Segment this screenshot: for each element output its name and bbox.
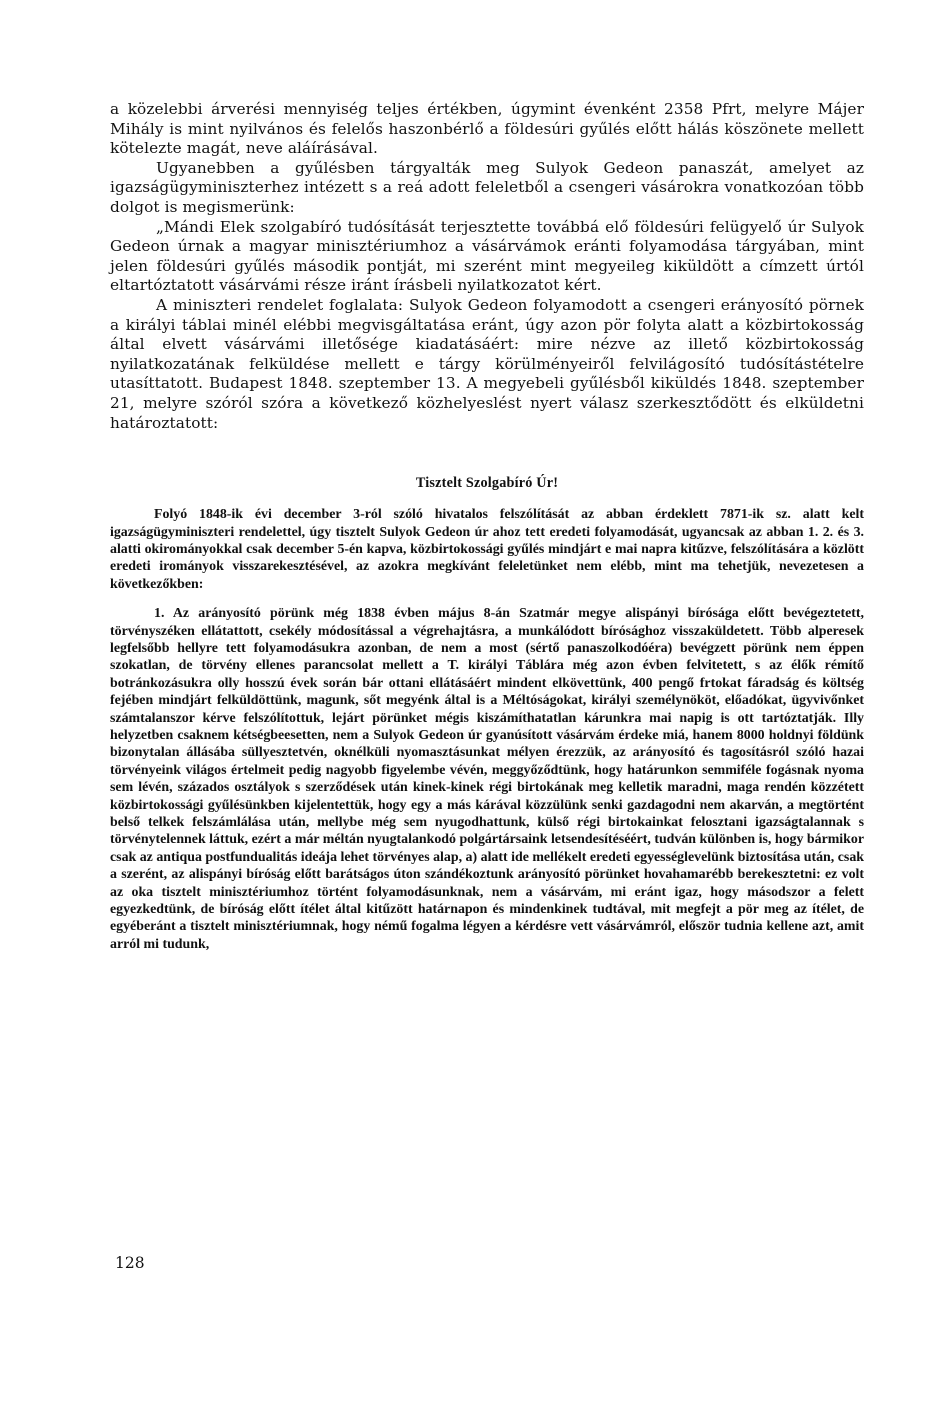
letter-paragraph-1: Folyó 1848-ik évi december 3-ról szóló hivatalos felszólítását az abban érdeklett 7871-ik sz. alatt kelt igazságügyminiszteri rendelettel, úgy tisztelt Sulyok Gedeon úr ahoz tett eredeti folyamodását, ugyancsak az abban 1. 2. és 3. alatti okirományokkal csak december 5-én kapva, közbirtokossági gyűlés mindjárt e mai napra kitűzve, felszólítására a közlött eredeti irományok visszarekesztésével, az azokra megkívánt feleletünket nem elébb, mint ma tehetjük, nevezetesen a következőkben: xyxy=(110,507,864,592)
paragraph-2: Ugyanebben a gyűlésben tárgyalták meg Sulyok Gedeon panaszát, amelyet az igazságügyminiszterhez intézett s a reá adott feleletből a csengeri vásárokra vonatkozóan több dolgot is megismerünk: xyxy=(110,158,864,216)
paragraph-3: „Mándi Elek szolgabíró tudósítását terjesztette továbbá elő földesúri felügyelő úr Sulyok Gedeon úrnak a magyar minisztériumhoz a vásárvámok eránti folyamodása tárgyában, mint jelen földesúri gyűlés második pontját, mi szerént mint megyeileg kiküldött a címzett úrtól eltartóztatott vásárvámi része iránt írásbeli nyilatkozatot kért. xyxy=(110,217,864,295)
paragraph-4: A miniszteri rendelet foglalata: Sulyok Gedeon folyamodott a csengeri erányosító pörnek a királyi táblai minél elébbi megvisgáltatása eránt, úgy azon pör folyta alatt a közbirtokosság által elvett vásárvámi illetősége kiadatásáért: mire nézve az illető közbirtokosság nyilatkozatának felküldése mellett e tárgy körülményeiről felvilágosító tudósítástételre utasíttatott. Budapest 1848. szeptember 13. A megyebeli gyűlésből kiküldés 1848. szeptember 21, melyre szóról szóra a következő közhelyeslést nyert válasz szerkesztődött és elküldetni határoztatott: xyxy=(110,295,864,432)
letter-salutation: Tisztelt Szolgabíró Úr! xyxy=(415,475,559,492)
page-content xyxy=(110,100,864,953)
paragraph-1: a közelebbi árverési mennyiség teljes értékben, úgymint évenként 2358 Pfrt, melyre Májer Mihály is mint nyilvános és felelős haszonbérlő a földesúri gyűlés előtt hálás köszönete mellett kötelezte magát, neve aláírásával. xyxy=(110,100,864,158)
letter-paragraph-2: 1. Az arányosító pörünk még 1838 évben május 8-án Szatmár megye alispányi bírósága előtt bevégeztetett, törvényszéken ellátattott, csekély módosítással a végrehajtásra, a munkálódott bírósághoz visszaküldetett. Több alperesek legfelsőbb hellyre tett folyamodásukra azonban, de nem a most (sértő panaszolkodóéra) bevégzett pörünk nem éppen szokatlan, de törvény ellenes parancsolat mellett a T. királyi Táblára még azon évben felvitetett, s az élők rémítő botránkozásukra olly hosszú évek során bár ottani ellátásáért mindent elkövettünk, 400 pengő frtokat fáradság és költség fejében mindjárt felküldöttünk, magunk, sőt megyénk által is a Méltóságokat, királyi személynököt, előadókat, ügyvivőnket számtalanszor kérve felszólítottuk, lejárt pörünket mégis kiszámíthatatlan kárunkra mai napig is ott tartóztatják. Illy helyzetben csaknem kétségbeesetten, nem a Sulyok Gedeon úr gyanúsított vásárvám érdeke miá, hanem 8000 holdnyi földünk bizonytalan állásába süllyesztetvén, oknélküli nyomasztásunkat mélyen érezzük, az arányosító és tagosításról szóló hazai törvényeink világos értelmeit pedig nagyobb figyelembe vévén, meggyőződtünk, hogy határunkon semmiféle fogásnak nyoma sem lévén, százados osztályok s szerződések után kinek-kinek régi birtokának meg kelletik maradni, maga rendén közzétett közbirtokossági gyűlésünkben kijelentettük, hogy egy a más kárával közzülünk senki gazdagodni nem akarván, a megtörtént belső telkek felszámlálása után, mellybe még sem nyugodhattunk, külső régi birtokainkat felosztani igazságtalannak s törvénytelennek láttuk, ezért a már méltán nyugtalankodó polgártársaink letsendesítéséért, tudván különben is, hogy bármikor csak az antiqua postfundualitás ideája lehet törvényes alap, a) alatt ide mellékelt eredeti egyességlevelünk biztosítása után, csak a szerént, az alispányi bíróság előtt barátságos úton szándékoztunk arányosító pörünket hovahamarébb berekesztetni: ez volt az oka tisztelt minisztériumhoz történt folyamodásunknak, nem a vásárvám, mi eránt igaz, hogy másodszor a felett egyezkedtünk, de bíróság előtt ítélet által kitűzött határnapon és mindenkinek tudtával, mit megfejt a pör meg az ítélet, de egyéberánt a tisztelt minisztériumnak, hogy némű fogalma légyen a kérdésre vett vásárvámról, először tudnia kellene azt, amit arról mi tudunk, xyxy=(110,606,864,952)
letter-body xyxy=(110,506,864,953)
main-text xyxy=(110,100,864,433)
page-number: 128 xyxy=(115,1254,145,1272)
